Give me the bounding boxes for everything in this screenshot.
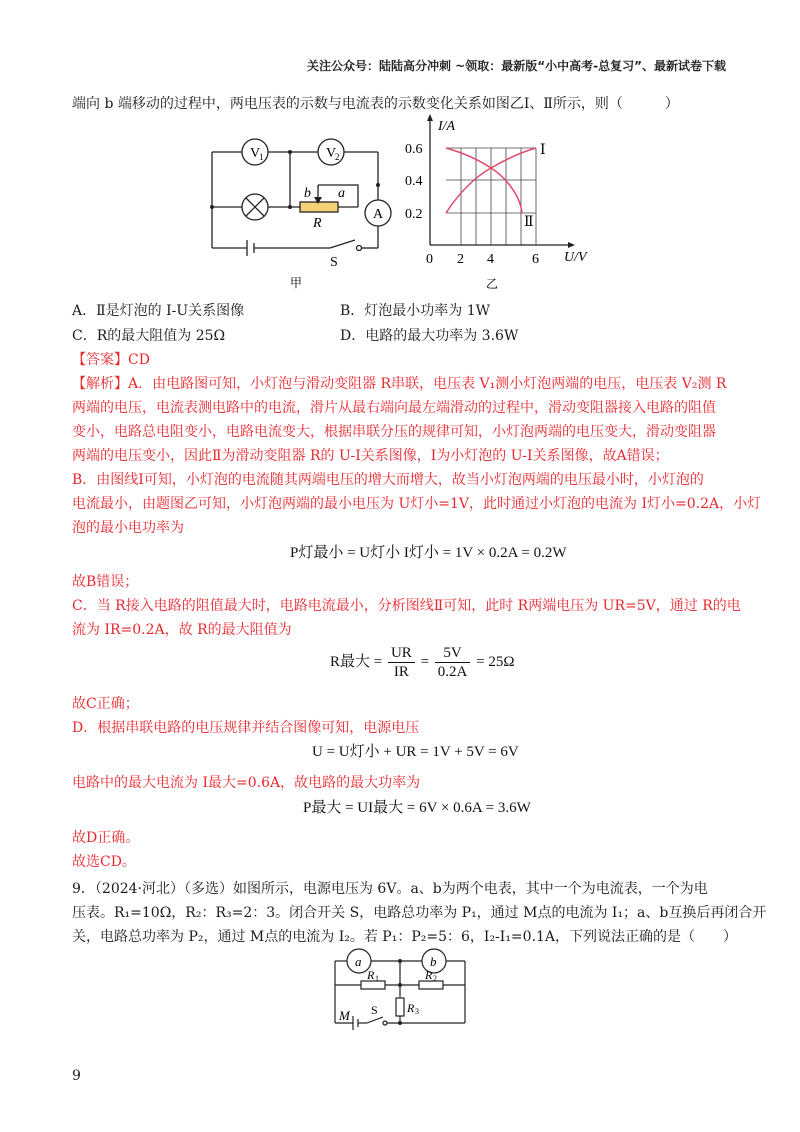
- v2-sub: 2: [335, 152, 340, 162]
- end-b-label: b: [304, 186, 311, 201]
- resistor-r1-icon: [361, 981, 385, 989]
- denominator: 0.2A: [437, 664, 468, 680]
- origin-label: 0: [426, 252, 433, 267]
- denominator: IR: [393, 664, 409, 680]
- r3-label: R: [407, 1001, 415, 1015]
- switch-label: S: [330, 255, 338, 270]
- analysis-line: C．当 R接入电路的阻值最大时，电路电流最小，分析图线Ⅱ可知，此时 R两端电压为 UR=5V，通过 R的电: [72, 598, 741, 614]
- x-tick-label: 2: [457, 252, 464, 267]
- q9-line: 9．（2024·河北）（多选）如图所示，电源电压为 6V。a、b为两个电表，其中一个为电流表，一个为电: [72, 881, 708, 897]
- rheostat-label: R: [313, 216, 322, 231]
- switch-s-label: S: [371, 1003, 378, 1017]
- analysis-line: 【解析】A．由电路图可知，小灯泡与滑动变阻器 R串联，电压表 V₁测小灯泡两端的电压，电压表 V₂测 R: [72, 376, 727, 392]
- analysis-line: 两端的电压，电流表测电路中的电流，滑片从最右端向最左端滑动的过程中，滑动变阻器接入电路的阻值: [72, 400, 716, 416]
- curve-i-label: Ⅰ: [540, 143, 546, 158]
- r1-sub: 1: [375, 974, 379, 983]
- option-a: A．Ⅱ是灯泡的 I-U关系图像: [72, 303, 245, 319]
- y-tick-label: 0.6: [405, 142, 423, 157]
- resistor-r3-icon: [396, 998, 404, 1016]
- y-axis-label: I/A: [438, 119, 456, 134]
- v1-sub: 1: [259, 152, 264, 162]
- page-header: 关注公众号：陆陆高分冲刺 ~领取：最新版“小中高考-总复习”、最新试卷下载: [307, 59, 726, 73]
- analysis-line: 故D正确。: [72, 830, 140, 846]
- meter-b-label: b: [430, 954, 437, 969]
- figure-caption-yi: 乙: [486, 277, 499, 291]
- page-number: 9: [72, 1068, 81, 1084]
- option-c: C．R的最大阻值为 25Ω: [72, 328, 226, 344]
- q9-line: 压表。R₁=10Ω，R₂：R₃=2：3。闭合开关 S，电路总功率为 P₁，通过 M点的电流为 I₁；a、b互换后再闭合开: [72, 905, 767, 921]
- figure-caption-jia: 甲: [290, 276, 303, 290]
- x-tick-label: 6: [532, 252, 539, 267]
- analysis-line: 泡的最小电功率为: [72, 520, 184, 536]
- r2-sub: 2: [433, 974, 437, 983]
- analysis-line: 电流最小，由题图乙可知，小灯泡两端的最小电压为 U灯小=1V，此时通过小灯泡的电流为 I灯小=0.2A，小灯: [72, 496, 762, 512]
- circuit-diagram-q9: [325, 948, 475, 1036]
- v2-label: V: [326, 146, 337, 161]
- v1-label: V: [250, 146, 261, 161]
- analysis-line: 变小，电路总电阻变小，电路电流变大，根据串联分压的规律可知，小灯泡两端的电压变大，滑动变阻器: [72, 424, 716, 440]
- x-tick-label: 4: [487, 252, 494, 267]
- numerator: UR: [388, 644, 415, 663]
- analysis-line: 电路中的最大电流为 I最大=0.6A，故电路的最大功率为: [72, 775, 421, 791]
- analysis-line: 故B错误；: [72, 574, 139, 590]
- eq-rhs: = 25Ω: [476, 653, 515, 670]
- meter-a-label: a: [355, 954, 362, 969]
- eq-lhs: R最大 =: [330, 653, 383, 670]
- equation-max-power: P最大 = UI最大 = 6V × 0.6A = 3.6W: [303, 800, 531, 816]
- option-d: D．电路的最大功率为 3.6W: [340, 328, 519, 344]
- analysis-line: 故C正确；: [72, 696, 139, 712]
- rheostat-icon: [300, 202, 338, 212]
- circuit-diagram-jia: [200, 130, 400, 290]
- analysis-line: 故选CD。: [72, 854, 136, 870]
- ammeter-label: A: [373, 207, 384, 222]
- analysis-line: D．根据串联电路的电压规律并结合图像可知，电源电压: [72, 720, 420, 736]
- iu-graph-yi: [400, 108, 600, 298]
- option-b: B．灯泡最小功率为 1W: [340, 303, 491, 319]
- numerator: 5V: [435, 644, 471, 663]
- y-tick-label: 0.4: [405, 174, 423, 189]
- fraction: [388, 644, 415, 681]
- answer-line: 【答案】CD: [72, 352, 150, 368]
- analysis-line: B．由图线Ⅰ可知，小灯泡的电流随其两端电压的增大而增大，故当小灯泡两端的电压最小时，小灯泡的: [72, 472, 704, 488]
- r2-label: R: [425, 968, 433, 982]
- y-tick-label: 0.2: [405, 207, 423, 222]
- equation-max-resistance: R最大 = $\frac{UR}{IR}$ = $\frac{5V}{0.2A}$ = 25Ω: [330, 645, 515, 680]
- analysis-line: 流为 IR=0.2A，故 R的最大阻值为: [72, 622, 292, 638]
- analysis-line: 两端的电压变小，因此Ⅱ为滑动变阻器 R的 U-I关系图像，Ⅰ为小灯泡的 U-I关系图像，故A错误；: [72, 448, 669, 464]
- r3-sub: 3: [415, 1007, 419, 1016]
- x-axis-label: U/V: [564, 250, 587, 265]
- equation-min-power: P灯最小 = U灯小 I灯小 = 1V × 0.2A = 0.2W: [290, 545, 567, 561]
- resistor-r2-icon: [419, 981, 443, 989]
- fraction: [435, 644, 471, 681]
- end-a-label: a: [338, 186, 345, 201]
- question-intro: 端向 b 端移动的过程中，两电压表的示数与电流表的示数变化关系如图乙Ⅰ、Ⅱ所示，则（ ）: [72, 96, 679, 112]
- point-m-label: M: [339, 1008, 350, 1023]
- r1-label: R: [367, 968, 375, 982]
- curve-ii-label: Ⅱ: [524, 215, 534, 230]
- q9-line: 关，电路总功率为 P₂，通过 M点的电流为 I₂。若 P₁：P₂=5：6，I₂-I₁=0.1A，下列说法正确的是（ ）: [72, 929, 738, 945]
- equation-source-voltage: U = U灯小 + UR = 1V + 5V = 6V: [312, 744, 519, 760]
